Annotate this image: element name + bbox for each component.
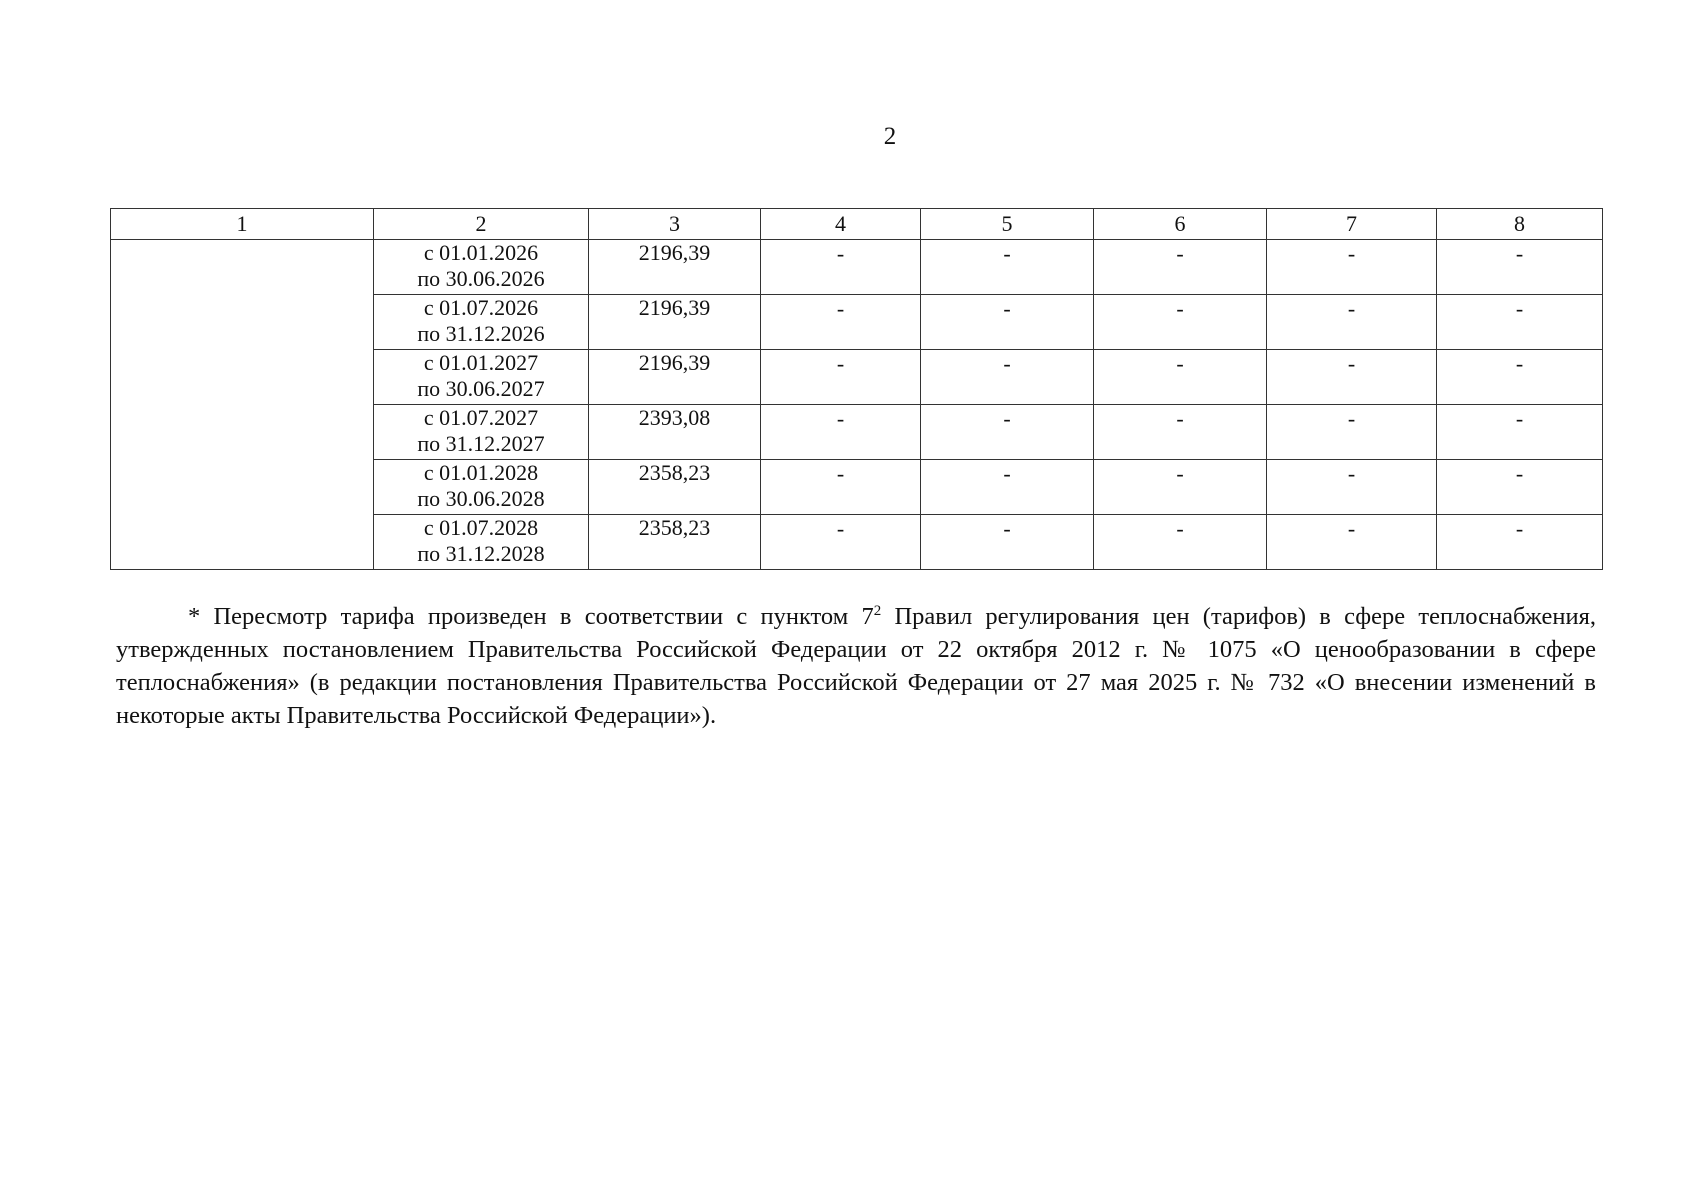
- empty-value-cell: -: [1437, 515, 1603, 570]
- tariff-value-cell: 2358,23: [589, 460, 761, 515]
- empty-value-cell: -: [1267, 515, 1437, 570]
- column-number-cell: 2: [374, 209, 589, 240]
- empty-value-cell: -: [761, 405, 921, 460]
- empty-value-cell: -: [1437, 350, 1603, 405]
- empty-value-cell: -: [1094, 460, 1267, 515]
- period-to: по 30.06.2028: [417, 486, 545, 511]
- empty-value-cell: -: [1267, 460, 1437, 515]
- period-from: с 01.01.2027: [423, 350, 539, 375]
- period-cell: [374, 295, 589, 350]
- empty-value-cell: -: [1094, 515, 1267, 570]
- period-cell: [374, 515, 589, 570]
- period-from: с 01.01.2026: [423, 240, 539, 265]
- tariff-value-cell: 2196,39: [589, 350, 761, 405]
- footnote: [116, 600, 1596, 732]
- empty-value-cell: -: [921, 295, 1094, 350]
- empty-value-cell: -: [921, 350, 1094, 405]
- empty-value-cell: -: [1437, 240, 1603, 295]
- page-number: 2: [883, 123, 897, 150]
- period-cell: [374, 240, 589, 295]
- period-to: по 31.12.2027: [417, 431, 545, 456]
- column-number-cell: 7: [1267, 209, 1437, 240]
- period-to: по 31.12.2028: [417, 541, 545, 566]
- footnote-text-end: Правил регулирования цен (тарифов) в сфере теплоснабжения, утвержденных постановлением Правительства Российской Федерации от 22 октября 2012 г. № 1075 «О ценообразовании в сфере теплоснабжения» (в редакции постановления Правительства Российской Федерации от 27 мая 2025 г. № 732 «О внесении изменений в некоторые акты Правительства Российской Федерации»).: [116, 603, 1596, 729]
- empty-value-cell: -: [1267, 295, 1437, 350]
- column-number-cell: 6: [1094, 209, 1267, 240]
- period-cell: [374, 405, 589, 460]
- column-number-cell: 4: [761, 209, 921, 240]
- tariff-value-cell: 2196,39: [589, 295, 761, 350]
- empty-value-cell: -: [1094, 405, 1267, 460]
- empty-value-cell: -: [1437, 460, 1603, 515]
- period-from: с 01.01.2028: [423, 460, 539, 485]
- empty-value-cell: -: [761, 515, 921, 570]
- column-number-cell: 1: [111, 209, 374, 240]
- empty-value-cell: -: [761, 350, 921, 405]
- empty-value-cell: -: [921, 460, 1094, 515]
- period-to: по 30.06.2026: [417, 266, 545, 291]
- empty-value-cell: -: [1267, 350, 1437, 405]
- tariff-value-cell: 2196,39: [589, 240, 761, 295]
- column-number-cell: 5: [921, 209, 1094, 240]
- table-row: [111, 240, 1603, 295]
- empty-value-cell: -: [1437, 295, 1603, 350]
- footnote-superscript: 2: [873, 603, 882, 619]
- column-number-cell: 3: [589, 209, 761, 240]
- empty-value-cell: -: [761, 240, 921, 295]
- period-to: по 31.12.2026: [417, 321, 545, 346]
- empty-value-cell: -: [921, 405, 1094, 460]
- table-header-row: [111, 209, 1603, 240]
- footnote-text-start: * Пересмотр тарифа произведен в соответствии с пунктом 7: [188, 603, 874, 630]
- period-cell: [374, 460, 589, 515]
- period-from: с 01.07.2028: [423, 515, 539, 540]
- merged-first-column-cell: [111, 240, 374, 570]
- footnote-paragraph: [116, 600, 1596, 732]
- empty-value-cell: -: [921, 515, 1094, 570]
- column-number-cell: 8: [1437, 209, 1603, 240]
- period-to: по 30.06.2027: [417, 376, 545, 401]
- empty-value-cell: -: [761, 460, 921, 515]
- tariff-table: [110, 208, 1603, 570]
- empty-value-cell: -: [1267, 240, 1437, 295]
- period-from: с 01.07.2026: [423, 295, 539, 320]
- empty-value-cell: -: [1094, 350, 1267, 405]
- period-cell: [374, 350, 589, 405]
- tariff-value-cell: 2393,08: [589, 405, 761, 460]
- period-from: с 01.07.2027: [423, 405, 539, 430]
- empty-value-cell: -: [1094, 295, 1267, 350]
- empty-value-cell: -: [1267, 405, 1437, 460]
- empty-value-cell: -: [1094, 240, 1267, 295]
- tariff-value-cell: 2358,23: [589, 515, 761, 570]
- empty-value-cell: -: [1437, 405, 1603, 460]
- empty-value-cell: -: [921, 240, 1094, 295]
- empty-value-cell: -: [761, 295, 921, 350]
